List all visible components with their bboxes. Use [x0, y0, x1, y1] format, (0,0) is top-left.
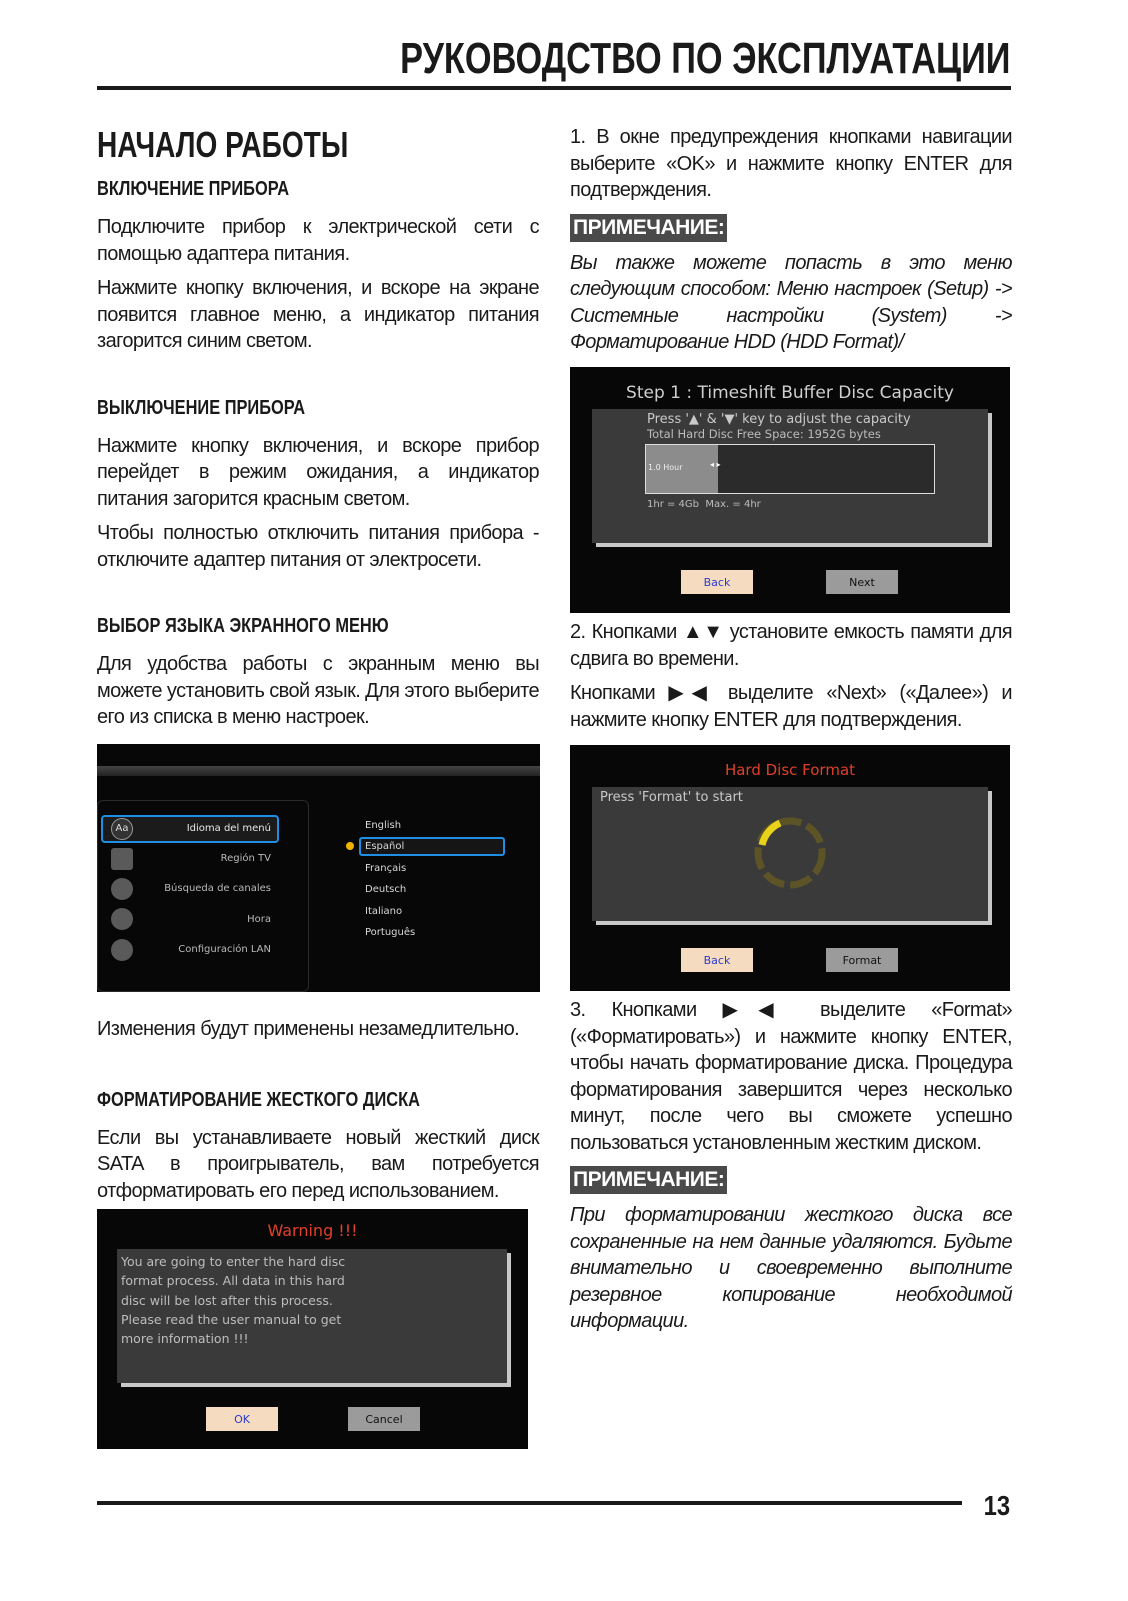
language-icon: Aa: [111, 818, 133, 840]
warning-line: more information !!!: [121, 1331, 249, 1347]
document-header-title: РУКОВОДСТВО ПО ЭКСПЛУАТАЦИИ: [399, 34, 1010, 83]
language-heading: ВЫБОР ЯЗЫКА ЭКРАННОГО МЕНЮ: [97, 615, 389, 637]
section-title: НАЧАЛО РАБОТЫ: [97, 124, 349, 165]
capacity-value: 1.0 Hour: [648, 463, 683, 472]
power-on-p1: Подключите прибор к электрической сети с помощью адаптера питания.: [97, 216, 539, 265]
menu-item[interactable]: Idioma del menú: [186, 823, 271, 834]
warning-screenshot: [97, 1209, 528, 1449]
adjust-arrows-icon: ◂ ▸: [710, 460, 721, 469]
timeshift-panel: [592, 409, 988, 543]
capacity-slider[interactable]: [645, 444, 935, 494]
format-panel: [592, 787, 988, 921]
step1-text: 1. В окне предупреждения кнопками навигации выберите «OK» и нажмите кнопку ENTER для подтверждения.: [570, 126, 1012, 201]
language-option[interactable]: Français: [365, 863, 407, 874]
format-screenshot: [570, 745, 1010, 991]
timeshift-title: Step 1 : Timeshift Buffer Disc Capacity: [626, 383, 954, 403]
step2-text: 2. Кнопками ▲▼ установите емкость памяти для сдвига во времени.: [570, 621, 1012, 670]
ok-button[interactable]: OK: [206, 1407, 278, 1431]
warning-line: disc will be lost after this process.: [121, 1292, 333, 1308]
step2b-text: Кнопками ▶◀ выделите «Next» («Далее») и нажмите кнопку ENTER для подтверждения.: [570, 682, 1012, 731]
timeshift-screenshot: [570, 367, 1010, 613]
warning-title: Warning !!!: [267, 1221, 358, 1240]
next-button[interactable]: Next: [826, 570, 898, 594]
language-p1: Для удобства работы с экранным меню вы можете установить свой язык. Для этого выберите его из списка в меню настроек.: [97, 653, 539, 728]
current-language-dot-icon: [346, 842, 354, 850]
language-option[interactable]: Português: [365, 927, 416, 938]
language-option[interactable]: Español: [365, 841, 405, 852]
cancel-button[interactable]: Cancel: [348, 1407, 420, 1431]
language-option[interactable]: Deutsch: [365, 884, 407, 895]
back-button[interactable]: Back: [681, 570, 753, 594]
right-column-lower: [570, 997, 1012, 1335]
menu-item[interactable]: Región TV: [220, 853, 271, 864]
menu-item[interactable]: Configuración LAN: [178, 944, 271, 955]
footer-rule: [97, 1501, 962, 1505]
step3-text: 3. Кнопками ▶◀ выделите «Format» («Форматировать») и нажмите кнопку ENTER, чтобы начать форматирование диска. Процедура форматирования завершится через несколько минут, после чего вы сможете успешно пользоваться установленным жестким диском.: [570, 999, 1012, 1154]
loading-spinner-icon: [750, 813, 830, 893]
warning-line: Please read the user manual to get: [121, 1311, 342, 1327]
language-menu-screenshot: [97, 744, 540, 992]
timeshift-free-space: Total Hard Disc Free Space: 1952G bytes: [647, 427, 881, 441]
note1-text: Вы также можете попасть в это меню следующим способом: Меню настроек (Setup) -> Системные настройки (System) -> Форматирование HDD (HDD Format)/: [570, 251, 1012, 353]
format-p1: Если вы устанавливаете новый жесткий диск SATA в проигрыватель, вам потребуется отформатировать его перед использованием.: [97, 1126, 539, 1202]
language-p2: Изменения будут применены незамедлительно.: [97, 1018, 520, 1040]
warning-line: format process. All data in this hard: [121, 1273, 345, 1289]
timeshift-instruction: Press '▲' & '▼' key to adjust the capacity: [647, 412, 911, 427]
menu-item[interactable]: Búsqueda de canales: [164, 883, 271, 894]
format-title: Hard Disc Format: [724, 761, 856, 779]
power-off-p2: Чтобы полностью отключить питания прибора - отключите адаптер питания от электросети.: [97, 522, 539, 571]
power-off-heading: ВЫКЛЮЧЕНИЕ ПРИБОРА: [97, 396, 306, 419]
right-column-mid: [570, 619, 1012, 733]
power-on-heading: ВКЛЮЧЕНИЕ ПРИБОРА: [97, 178, 290, 200]
power-off-p1: Нажмите кнопку включения, и вскоре прибор перейдет в режим ожидания, а индикатор питания загорится красным светом.: [97, 434, 539, 510]
warning-panel: [117, 1249, 507, 1383]
note-badge: ПРИМЕЧАНИЕ:: [570, 214, 727, 242]
note2-text: При форматировании жесткого диска все сохраненные на нем данные удаляются. Будьте внимательно и своевременно выполните резервное копирование необходимой информации.: [570, 1204, 1012, 1332]
page-number: 13: [983, 1490, 1010, 1521]
right-column: [570, 124, 1012, 356]
format-button[interactable]: Format: [826, 948, 898, 972]
capacity-scale: 1hr = 4Gb Max. = 4hr: [647, 499, 761, 510]
header-rule: [97, 86, 1011, 90]
left-column: [97, 124, 539, 731]
note-badge: ПРИМЕЧАНИЕ:: [570, 1166, 727, 1194]
format-prompt: Press 'Format' to start: [600, 790, 743, 805]
back-button[interactable]: Back: [681, 948, 753, 972]
menu-item[interactable]: Hora: [247, 914, 271, 925]
left-column-lower: [97, 1008, 539, 1204]
warning-line: You are going to enter the hard disc: [121, 1254, 346, 1269]
format-heading: ФОРМАТИРОВАНИЕ ЖЕСТКОГО ДИСКА: [97, 1088, 420, 1111]
language-option[interactable]: English: [365, 820, 402, 831]
power-on-p2: Нажмите кнопку включения, и вскоре на экране появится главное меню, а индикатор питания загорится синим светом.: [97, 277, 539, 352]
language-option[interactable]: Italiano: [365, 906, 403, 917]
